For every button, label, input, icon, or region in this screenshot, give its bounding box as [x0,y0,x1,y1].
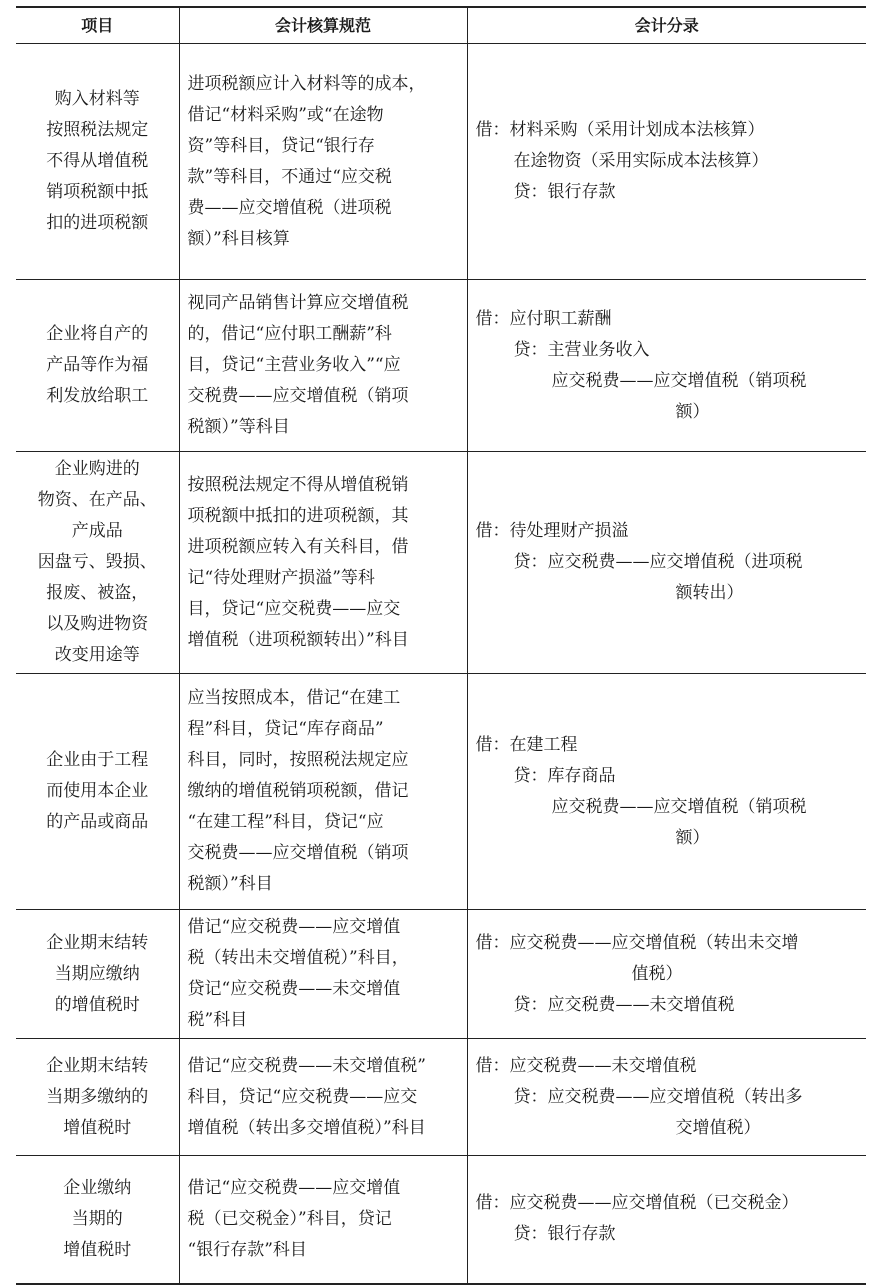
norm-cell [179,1039,467,1156]
item-line: 产品等作为福 [46,355,149,375]
entry-cell [467,280,866,452]
entry-cell [467,452,866,674]
item-line: 当期多缴纳的 [46,1086,149,1107]
item-line: 而使用本企业 [46,781,149,801]
entry-line: 额转出） [675,583,744,603]
table-row [16,1039,866,1156]
table-row [16,452,866,674]
table-row [16,910,866,1039]
entry-line: 贷：银行存款 [513,1224,616,1245]
item-line: 产成品 [71,521,123,541]
entry-cell [467,1156,866,1284]
norm-line: 借记“应交税费——未交增值税” [187,1055,426,1076]
norm-line: 增值税（进项税额转出）”科目 [187,629,409,650]
entry-line: 额） [675,401,710,422]
item-cell [16,280,179,452]
item-line: 报废、被盗， [46,583,149,603]
entry-line: 额） [675,827,710,848]
entry-cell [467,44,866,280]
norm-line: 税额）”科目 [187,874,273,894]
item-line: 物资、在产品、 [37,490,157,510]
norm-line: 程”科目，贷记“库存商品” [187,719,384,739]
norm-line: 额）”科目核算 [187,228,290,249]
entry-line: 贷：主营业务收入 [513,339,650,360]
item-line: 扣的进项税额 [46,213,149,233]
entry-line: 借：应付职工薪酬 [475,308,612,329]
item-line: 增值税时 [63,1239,132,1260]
item-line: 利发放给职工 [46,386,149,406]
entry-line: 贷：应交税费——未交增值税 [513,994,735,1015]
norm-line: 增值税（转出多交增值税）”科目 [187,1117,426,1138]
item-line: 不得从增值税 [46,151,149,171]
header-item: 项目 [16,7,179,44]
norm-line: “在建工程”科目，贷记“应 [187,812,384,832]
entry-line: 交增值税） [675,1117,761,1138]
entry-cell [467,910,866,1039]
norm-line: 税（转出未交增值税）”科目， [187,948,409,968]
entry-line: 贷：银行存款 [513,182,616,202]
norm-line: 的，借记“应付职工酬薪”科 [187,324,392,344]
norm-line: 借记“应交税费——应交增值 [187,917,401,937]
entry-line: 贷：应交税费——应交增值税（进项税 [513,552,803,572]
norm-line: 借记“应交税费——应交增值 [187,1177,401,1198]
item-line: 改变用途等 [54,645,140,665]
item-line: 以及购进物资 [46,614,149,634]
header-entry: 会计分录 [467,7,866,44]
entry-line: 借：应交税费——应交增值税（转出未交增 [475,932,799,953]
item-line: 增值税时 [63,1117,132,1138]
table-row [16,280,866,452]
item-cell [16,674,179,910]
entry-line: 借：应交税费——未交增值税 [475,1055,697,1076]
item-line: 企业缴纳 [63,1177,132,1198]
norm-line: 按照税法规定不得从增值税销 [187,474,409,495]
item-cell [16,452,179,674]
entry-line: 应交税费——应交增值税（销项税 [551,370,807,391]
table-row [16,44,866,280]
item-cell [16,1039,179,1156]
header-norm: 会计核算规范 [179,7,467,44]
norm-line: 记“待处理财产损溢”等科 [187,567,375,588]
item-line: 销项税额中抵 [46,182,149,202]
entry-line: 应交税费——应交增值税（销项税 [551,796,807,817]
norm-line: 目，贷记“主营业务收入”“应 [187,355,401,375]
item-line: 当期应缴纳 [54,963,140,984]
norm-line: “银行存款”科目 [187,1239,307,1260]
item-line: 企业期末结转 [46,1055,149,1076]
item-line: 企业期末结转 [46,932,149,953]
norm-line: 应当按照成本，借记“在建工 [187,688,401,708]
norm-cell [179,910,467,1039]
item-line: 企业由于工程 [46,750,149,770]
item-cell [16,910,179,1039]
norm-line: 缴纳的增值税销项税额，借记 [187,781,409,801]
item-line: 购入材料等 [54,89,140,109]
norm-line: 交税费——应交增值税（销项 [187,386,409,406]
entry-line: 在途物资（采用实际成本法核算） [513,151,769,171]
entry-line: 值税） [631,963,683,984]
entry-cell [467,674,866,910]
norm-cell [179,44,467,280]
norm-line: 科目，贷记“应交税费——应交 [187,1086,418,1107]
item-cell [16,44,179,280]
norm-line: 科目，同时，按照税法规定应 [187,750,409,770]
entry-line: 借：待处理财产损溢 [475,521,629,541]
entry-line: 借：应交税费——应交增值税（已交税金） [475,1193,799,1214]
table-row [16,1156,866,1284]
item-line: 企业购进的 [54,459,140,479]
item-line: 当期的 [71,1208,123,1229]
norm-cell [179,674,467,910]
item-line: 企业将自产的 [46,324,149,344]
item-line: 按照税法规定 [46,120,149,140]
norm-line: 目，贷记“应交税费——应交 [187,598,401,619]
norm-line: 税额）”等科目 [187,417,290,437]
document-page [16,6,866,1285]
entry-cell [467,1039,866,1156]
norm-line: 费——应交增值税（进项税 [187,197,392,218]
norm-line: 借记“材料采购”或“在途物 [187,104,384,125]
item-line: 的产品或商品 [46,812,149,832]
norm-line: 项税额中抵扣的进项税额，其 [187,505,409,526]
norm-cell [179,1156,467,1284]
norm-line: 视同产品销售计算应交增值税 [187,293,409,313]
norm-cell [179,280,467,452]
table-row [16,674,866,910]
item-cell [16,1156,179,1284]
norm-line: 进项税额应转入有关科目，借 [187,536,409,557]
item-line: 的增值税时 [54,994,140,1015]
entry-line: 贷：库存商品 [513,765,616,786]
vat-accounting-table [16,6,866,1285]
norm-line: 税（已交税金）”科目，贷记 [187,1208,392,1229]
entry-line: 贷：应交税费——应交增值税（转出多 [513,1086,803,1107]
norm-line: 资”等科目，贷记“银行存 [187,135,375,156]
norm-cell [179,452,467,674]
norm-line: 交税费——应交增值税（销项 [187,843,409,863]
header-row [16,7,866,44]
norm-line: 贷记“应交税费——未交增值 [187,979,401,999]
norm-line: 款”等科目，不通过“应交税 [187,166,392,187]
entry-line: 借：在建工程 [475,734,578,755]
entry-line: 借：材料采购（采用计划成本法核算） [475,120,765,140]
norm-line: 税”科目 [187,1010,248,1030]
norm-line: 进项税额应计入材料等的成本， [187,73,426,94]
item-line: 因盘亏、毁损、 [37,552,157,572]
